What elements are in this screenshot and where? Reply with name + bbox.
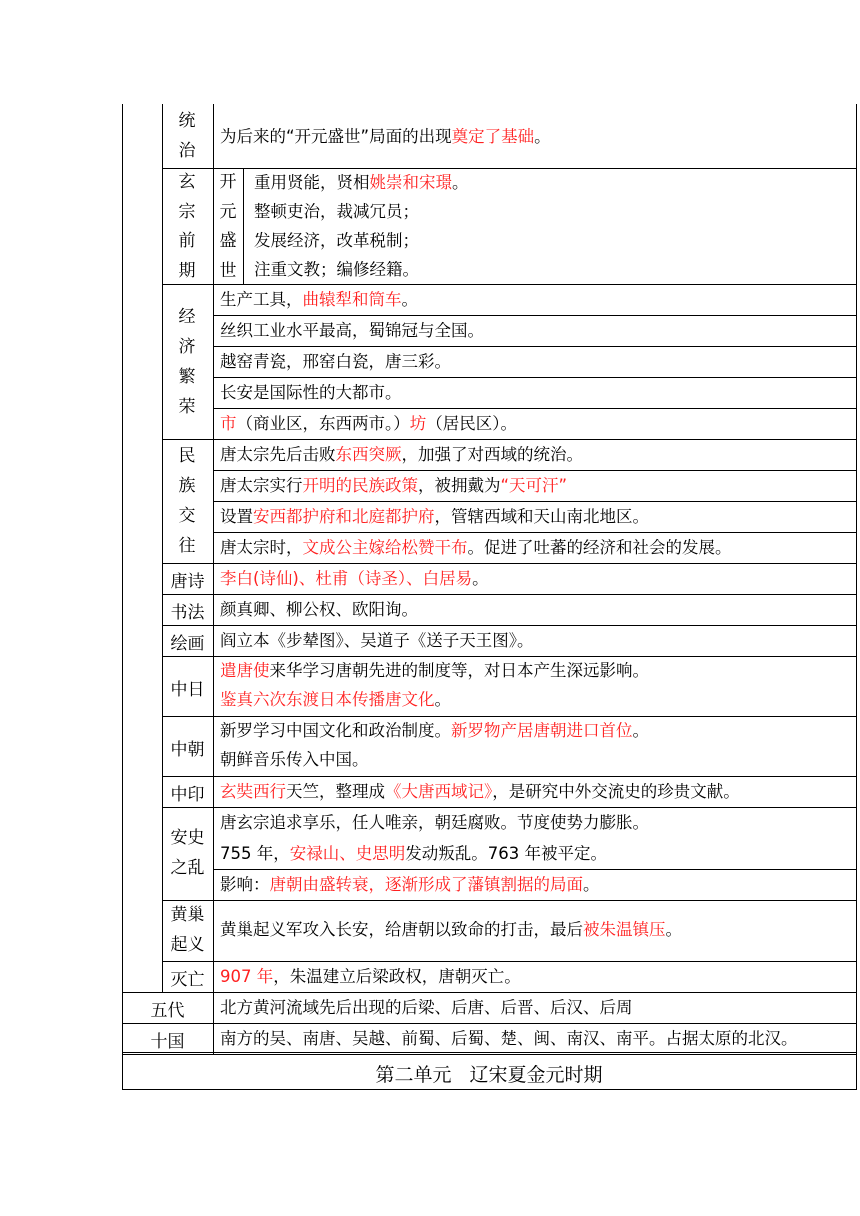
label-char: 繁	[178, 367, 196, 387]
anshi-line-1	[220, 812, 649, 834]
text-run: 。	[534, 127, 551, 146]
minzu-line-4	[220, 537, 732, 559]
label-line: 起义	[170, 935, 205, 955]
label-anshi	[162, 823, 213, 883]
huangchao-text	[220, 919, 682, 941]
row-line	[162, 776, 856, 777]
row-line	[213, 377, 856, 378]
text-run: 。	[472, 569, 489, 588]
label-shiguo: 十国	[150, 1032, 185, 1052]
text-run: 南方的吴、南唐、吴越、前蜀、后蜀、楚、闽、南汉、南平。占据太原的北汉。	[220, 1029, 798, 1048]
label-tongzhi	[167, 106, 207, 166]
text-run: 重用贤能，贤相	[254, 173, 370, 192]
label-char: 元	[219, 201, 237, 222]
unit-title: 第二单元 辽宋夏金元时期	[375, 1064, 603, 1086]
label-char: 世	[219, 260, 237, 281]
text-run-red: 安禄山、史思明	[289, 844, 406, 863]
row-line	[213, 408, 856, 409]
label-char: 盛	[219, 231, 237, 251]
label-zhongyin: 中印	[170, 785, 205, 805]
jingji-line-3	[220, 351, 451, 373]
label-char: 荣	[178, 397, 196, 417]
row-line	[162, 900, 856, 901]
text-run: ，朱温建立后梁政权，唐朝灭亡。	[273, 967, 521, 986]
label-xuanzong	[167, 168, 207, 286]
label-char: 交	[178, 506, 196, 526]
text-run: 黄巢起义军攻入长安，给唐朝以致命的打击，最后	[220, 920, 583, 939]
text-run-red: 市	[220, 414, 237, 433]
text-run: 。促进了吐蕃的经济和社会的发展。	[467, 538, 732, 557]
minzu-line-1	[220, 444, 583, 466]
zhongchao-line-1	[220, 720, 649, 742]
text-run: ，被拥戴为	[418, 476, 501, 495]
text-run: 为后来的“开元盛世”局面的出现	[220, 127, 452, 146]
text-run: 阎立本《步辇图》、吴道子《送子天王图》。	[220, 631, 534, 650]
sublabel-kaiyuan	[213, 168, 243, 286]
row-line	[162, 563, 856, 564]
row-line	[162, 807, 856, 808]
label-char: 济	[178, 337, 196, 357]
label-char: 玄	[178, 172, 196, 192]
text-run-red: 开明的民族政策	[302, 476, 418, 495]
text-run: ，是研究中外交流史的珍贵文献。	[492, 782, 740, 801]
text-run: 。	[434, 690, 451, 709]
xuanzong-line-3	[254, 230, 419, 252]
text-run: 唐太宗时，	[220, 538, 303, 557]
jingji-line-2	[220, 320, 484, 342]
text-run: 发展经济，改革税制；	[254, 231, 419, 250]
tangshi-text	[220, 568, 489, 590]
label-huihua: 绘画	[170, 634, 205, 654]
label-line: 安史	[170, 828, 205, 848]
text-run-red: 遣唐使	[220, 661, 270, 680]
text-run: 越窑青瓷，邢窑白瓷，唐三彩。	[220, 352, 451, 371]
label-char: 经	[178, 307, 196, 327]
text-run: 唐太宗先后击败	[220, 445, 336, 464]
text-run: 整顿吏治，裁减冗员；	[254, 202, 419, 221]
text-run-red: 曲辕犁和筒车	[302, 290, 402, 309]
row-line	[162, 594, 856, 595]
table-border-left	[122, 104, 123, 1090]
minzu-line-2	[220, 475, 567, 497]
row-line	[122, 1054, 856, 1055]
text-run-red: 文成公主嫁给松赞干布	[302, 538, 468, 557]
text-run: ，管辖西域和天山南北地区。	[434, 507, 649, 526]
text-run: 生产工具，	[220, 290, 303, 309]
label-miewang: 灭亡	[170, 970, 205, 990]
anshi-line-2	[220, 843, 607, 865]
label-jingji	[167, 302, 207, 422]
shiguo-text	[220, 1028, 798, 1050]
row-line	[162, 656, 856, 657]
text-run: 长安是国际性的大都市。	[220, 383, 402, 402]
text-run: 新罗学习中国文化和政治制度。	[220, 721, 451, 740]
text-run: 设置	[220, 507, 253, 526]
text-run-red: 《大唐西域记》	[385, 782, 493, 801]
text-run-red: 被朱温镇压	[583, 920, 666, 939]
jingji-line-1	[220, 289, 418, 311]
jingji-line-5	[220, 413, 517, 435]
row-line	[122, 1052, 856, 1053]
row-line	[213, 346, 856, 347]
text-run: 影响：	[220, 875, 270, 894]
col-divider-sub	[243, 168, 244, 284]
miewang-text	[220, 966, 521, 988]
label-char: 族	[178, 476, 196, 496]
zhongyin-text	[220, 781, 740, 803]
text-run: 。	[452, 173, 469, 192]
label-shufa: 书法	[170, 603, 205, 623]
minzu-line-3	[220, 506, 649, 528]
text-run: 唐太宗实行	[220, 476, 303, 495]
xuanzong-line-1	[254, 172, 469, 194]
text-run: 。	[632, 721, 649, 740]
label-zhongri: 中日	[170, 680, 205, 700]
xuanzong-line-4	[254, 259, 419, 281]
label-wudai: 五代	[150, 1001, 185, 1021]
tongzhi-text	[220, 126, 551, 148]
text-run: 来华学习唐朝先进的制度等，对日本产生深远影响。	[269, 661, 649, 680]
label-zhongchao: 中朝	[170, 740, 205, 760]
label-char: 统	[178, 111, 196, 131]
zhongri-line-2	[220, 689, 451, 711]
row-line	[162, 439, 856, 440]
text-run-red: 奠定了基础	[451, 127, 535, 146]
jingji-line-4	[220, 382, 402, 404]
table-border-bottom	[122, 1089, 856, 1090]
text-run-red: 鉴真六次东渡日本传播唐文化	[220, 690, 435, 709]
text-run: 颜真卿、柳公权、欧阳询。	[220, 600, 418, 619]
text-run-red: 唐朝由盛转衰，逐渐形成了藩镇割据的局面	[269, 875, 583, 894]
label-char: 民	[178, 446, 196, 466]
text-run: 。	[401, 290, 418, 309]
text-run-red: 东西突厥	[335, 445, 402, 464]
label-char: 开	[219, 172, 237, 192]
text-run: 天竺，整理成	[286, 782, 385, 801]
xuanzong-line-2	[254, 201, 419, 223]
label-huangchao	[162, 900, 213, 960]
text-run: 755 年，	[220, 844, 290, 863]
text-run-red: 姚崇和宋璟	[369, 173, 452, 192]
text-run-red: 玄奘西行	[220, 782, 286, 801]
row-line	[122, 992, 856, 993]
text-run-red: 907 年	[220, 967, 274, 986]
row-line	[213, 869, 856, 870]
label-char: 前	[178, 231, 196, 251]
text-run: （居民区）。	[426, 414, 517, 433]
text-run-red: 新罗物产居唐朝进口首位	[451, 721, 633, 740]
huihua-text	[220, 630, 534, 652]
label-char: 宗	[178, 201, 196, 222]
label-minzu	[167, 441, 207, 561]
shufa-text	[220, 599, 418, 621]
label-line: 之乱	[170, 858, 205, 878]
row-line	[122, 1023, 856, 1024]
row-line	[213, 315, 856, 316]
row-line	[162, 284, 856, 285]
text-run: 丝织工业水平最高，蜀锦冠与全国。	[220, 321, 484, 340]
text-run: 北方黄河流域先后出现的后梁、后唐、后晋、后汉、后周	[220, 998, 633, 1017]
row-line	[162, 961, 856, 962]
wudai-text	[220, 997, 633, 1019]
label-char: 治	[178, 141, 196, 161]
row-line	[162, 168, 856, 169]
text-run: 注重文教；编修经籍。	[254, 260, 419, 279]
row-line	[162, 625, 856, 626]
label-line: 黄巢	[170, 905, 205, 925]
text-run: 朝鲜音乐传入中国。	[220, 750, 369, 769]
text-run-red: 坊	[409, 414, 427, 433]
text-run: ，加强了对西域的统治。	[401, 445, 583, 464]
row-line	[162, 716, 856, 717]
text-run: 。	[665, 920, 682, 939]
text-run-red: 安西都护府和北庭都护府	[253, 507, 435, 526]
label-char: 期	[178, 260, 196, 281]
anshi-line-3	[220, 874, 600, 896]
text-run-red: “天可汗”	[500, 476, 568, 495]
row-line	[213, 470, 856, 471]
text-run-red: 李白(诗仙)、杜甫（诗圣）、白居易	[220, 569, 473, 588]
text-run: 唐玄宗追求享乐，任人唯亲，朝廷腐败。节度使势力膨胀。	[220, 813, 649, 832]
zhongri-line-1	[220, 660, 649, 682]
row-line	[213, 501, 856, 502]
text-run: 。	[583, 875, 600, 894]
text-run: 发动叛乱。763 年被平定。	[405, 844, 607, 863]
zhongchao-line-2	[220, 749, 369, 771]
table-border-right	[856, 104, 857, 1090]
label-char: 往	[178, 536, 196, 556]
text-run: （商业区，东西两市。）	[236, 414, 410, 433]
label-tangshi: 唐诗	[170, 572, 205, 592]
row-line	[213, 532, 856, 533]
